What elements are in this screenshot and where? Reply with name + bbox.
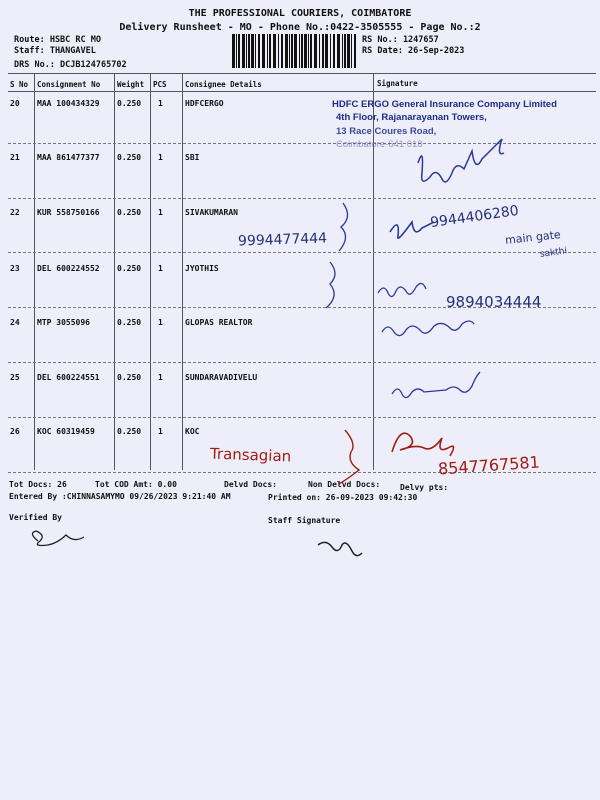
handwritten-phone: 8547767581	[437, 452, 541, 479]
row-weight: 0.250	[117, 318, 142, 327]
printed-on: Printed on: 26-09-2023 09:42:30	[268, 493, 418, 502]
row-sno: 23	[10, 264, 20, 273]
non-delivered-docs: Non Delvd Docs:	[308, 480, 381, 489]
col-sno: S No	[10, 80, 29, 89]
row-consignee: HDFCERGO	[185, 99, 224, 108]
delivered-docs: Delvd Docs:	[224, 480, 277, 489]
handwritten-note: main gate	[504, 228, 562, 247]
runsheet-subtitle: Delivery Runsheet - MO - Phone No.:0422-3505555 - Page No.:2	[119, 22, 481, 33]
verified-by-label: Verified By	[9, 513, 62, 522]
entered-by: Entered By :CHINNASAMYMO 09/26/2023 9:21:40 AM	[9, 492, 231, 501]
row-pcs: 1	[158, 318, 163, 327]
row-pcs: 1	[158, 427, 163, 436]
row-sno: 26	[10, 427, 20, 436]
row-consignment: MAA 100434329	[37, 99, 100, 108]
handwritten-phone: 9944406280	[429, 202, 520, 232]
row-sno: 24	[10, 318, 20, 327]
row-consignment: MAA 861477377	[37, 153, 100, 162]
row-sno: 25	[10, 373, 20, 382]
row-pcs: 1	[158, 99, 163, 108]
row-weight: 0.250	[117, 99, 142, 108]
stamp-line: 13 Race Coures Road,	[336, 126, 437, 137]
staff-signature-label: Staff Signature	[268, 516, 341, 525]
total-cod: Tot COD Amt: 0.00	[95, 480, 177, 489]
row-consignee: SBI	[185, 153, 200, 162]
row-consignee: SIVAKUMARAN	[185, 208, 238, 217]
row-pcs: 1	[158, 373, 163, 382]
row-consignee: JYOTHIS	[185, 264, 219, 273]
row-consignment: DEL 600224551	[37, 373, 100, 382]
row-pcs: 1	[158, 264, 163, 273]
row-sno: 21	[10, 153, 20, 162]
row-consignment: MTP 3055096	[37, 318, 90, 327]
row-sno: 20	[10, 99, 20, 108]
handwritten-note: Transagian	[209, 444, 292, 466]
handwritten-note: sakthi	[539, 246, 568, 260]
row-weight: 0.250	[117, 373, 142, 382]
row-weight: 0.250	[117, 427, 142, 436]
rs-date: RS Date: 26-Sep-2023	[362, 46, 465, 56]
drs-label: DRS No.: DCJB124765702	[14, 60, 127, 70]
row-weight: 0.250	[117, 264, 142, 273]
row-sno: 22	[10, 208, 20, 217]
total-docs: Tot Docs: 26	[9, 480, 67, 489]
row-pcs: 1	[158, 208, 163, 217]
col-consignee: Consignee Details	[185, 80, 262, 89]
company-title: THE PROFESSIONAL COURIERS, COIMBATORE	[188, 8, 412, 19]
row-consignee: SUNDARAVADIVELU	[185, 373, 258, 382]
col-consignment: Consignment No	[37, 80, 101, 89]
row-consignee: GLOPAS REALTOR	[185, 318, 253, 327]
row-consignment: DEL 600224552	[37, 264, 100, 273]
stamp-line: HDFC ERGO General Insurance Company Limited	[332, 99, 557, 110]
col-signature: Signature	[377, 79, 418, 88]
col-weight: Weight	[117, 80, 145, 89]
route-label: Route: HSBC RC MO	[14, 35, 101, 45]
row-weight: 0.250	[117, 208, 142, 217]
col-pcs: PCS	[153, 80, 167, 89]
row-pcs: 1	[158, 153, 163, 162]
row-weight: 0.250	[117, 153, 142, 162]
row-consignment: KUR 558750166	[37, 208, 100, 217]
stamp-line: Coimbatore-641 018	[336, 139, 423, 150]
rs-number: RS No.: 1247657	[362, 35, 439, 45]
row-consignment: KOC 60319459	[37, 427, 95, 436]
handwritten-phone: 9994477444	[237, 230, 328, 250]
row-consignee: KOC	[185, 427, 200, 436]
handwritten-phone: 9894034444	[446, 293, 542, 311]
staff-label: Staff: THANGAVEL	[14, 46, 96, 56]
delivery-points: Delvy pts:	[400, 483, 449, 492]
stamp-line: 4th Floor, Rajanarayanan Towers,	[336, 112, 487, 123]
